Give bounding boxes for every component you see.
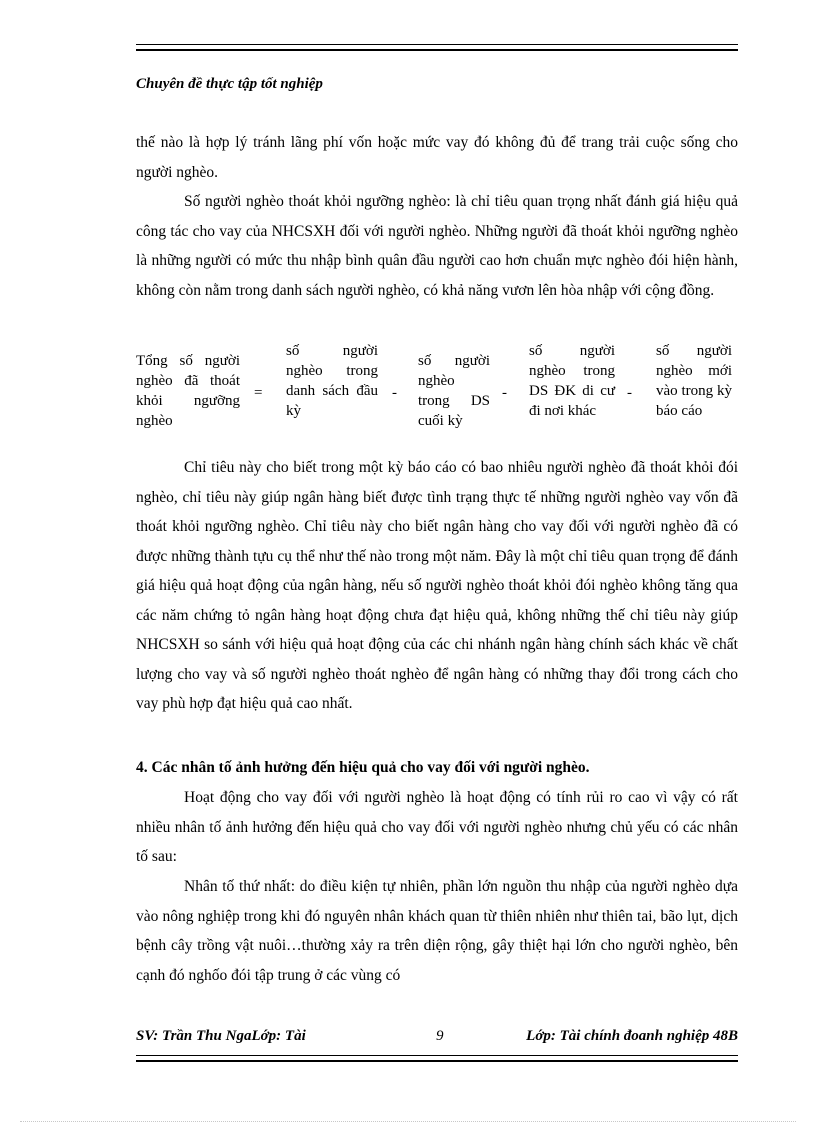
formula-minus-2: - bbox=[502, 385, 507, 401]
formula-term-2: số người nghèo trong DS cuối kỳ bbox=[418, 353, 490, 429]
formula-equals: = bbox=[254, 385, 263, 401]
footer bbox=[136, 1028, 738, 1048]
formula-minus-1: - bbox=[392, 385, 397, 401]
paragraph-1: thế nào là hợp lý tránh lãng phí vốn hoặc mức vay đó không đủ để trang trải cuộc sống cho người nghèo. bbox=[136, 134, 738, 181]
formula-term-4: số người nghèo mới vào trong kỳ báo cáo bbox=[656, 343, 732, 419]
formula-term-1: số người nghèo trong danh sách đầu kỳ bbox=[286, 343, 378, 419]
paragraph-2: Số người nghèo thoát khỏi ngưỡng nghèo: là chỉ tiêu quan trọng nhất đánh giá hiệu quả công tác cho vay của NHCSXH đối với người nghèo. Những người đã thoát khỏi ngưỡng nghèo là những người có mức thu nhập bình quân đầu người cao hơn chuẩn mực nghèo đói hiện hành, không còn nằm trong danh sách người nghèo, có khả năng vươn lên hòa nhập với cộng đồng. bbox=[136, 193, 738, 299]
paragraph-5: Nhân tố thứ nhất: do điều kiện tự nhiên, phần lớn nguồn thu nhập của người nghèo dựa vào nông nghiệp trong khi đó nguyên nhân khách quan từ thiên nhiên như thiên tai, bão lụt, dịch bệnh cây trồng vật nuôi…thường xảy ra trên diện rộng, gây thiệt hại lớn cho người nghèo, bên cạnh đó nghốo đói tập trung ở các vùng có bbox=[136, 878, 738, 984]
formula-term-3: số người nghèo trong DS ĐK di cư đi nơi khác bbox=[529, 343, 615, 419]
header-rule bbox=[136, 44, 738, 51]
header-title: Chuyên đề thực tập tốt nghiệp bbox=[136, 76, 323, 92]
footer-student: SV: Trần Thu NgaLớp: Tài bbox=[136, 1028, 306, 1044]
formula-minus-3: - bbox=[627, 385, 632, 401]
formula-lhs: Tổng số người nghèo đã thoát khỏi ngưỡng nghèo bbox=[136, 353, 240, 429]
section-heading-4: 4. Các nhân tố ảnh hưởng đến hiệu quả cho vay đối với người nghèo. bbox=[136, 759, 590, 776]
paragraph-3: Chỉ tiêu này cho biết trong một kỳ báo cáo có bao nhiêu người nghèo đã thoát khỏi đói nghèo, chỉ tiêu này giúp ngân hàng biết được tình trạng thực tế những người nghèo vay vốn đã thoát khỏi ngưỡng nghèo. Chỉ tiêu này cho biết ngân hàng cho vay đối với người nghèo đã có được những thành tựu cụ thể như thế nào trong một năm. Đây là một chỉ tiêu quan trọng để đánh giá hiệu quả hoạt động của ngân hàng, nếu số người nghèo thoát khỏi đói nghèo không tăng qua các năm chứng tỏ ngân hàng hoạt động chưa đạt hiệu quả, không những thế chỉ tiêu này giúp NHCSXH so sánh với hiệu quả hoạt động của các chi nhánh ngân hàng chính sách khác về chất lượng cho vay và số người nghèo thoát nghèo để ngân hàng có những thay đổi trong cách cho vay phù hợp đạt hiệu quả cao nhất. bbox=[136, 459, 738, 712]
footer-class: Lớp: Tài chính đoanh nghiệp 48B bbox=[526, 1028, 738, 1044]
page-edge bbox=[20, 1121, 796, 1122]
footer-page-number: 9 bbox=[436, 1028, 444, 1044]
footer-rule bbox=[136, 1055, 738, 1062]
formula-block bbox=[136, 341, 738, 441]
paragraph-4: Hoạt động cho vay đối với người nghèo là hoạt động có tính rủi ro cao vì vậy có rất nhiều nhân tố ảnh hưởng đến hiệu quả cho vay đối với người nghèo nhưng chủ yếu có các nhân tố sau: bbox=[136, 789, 738, 865]
